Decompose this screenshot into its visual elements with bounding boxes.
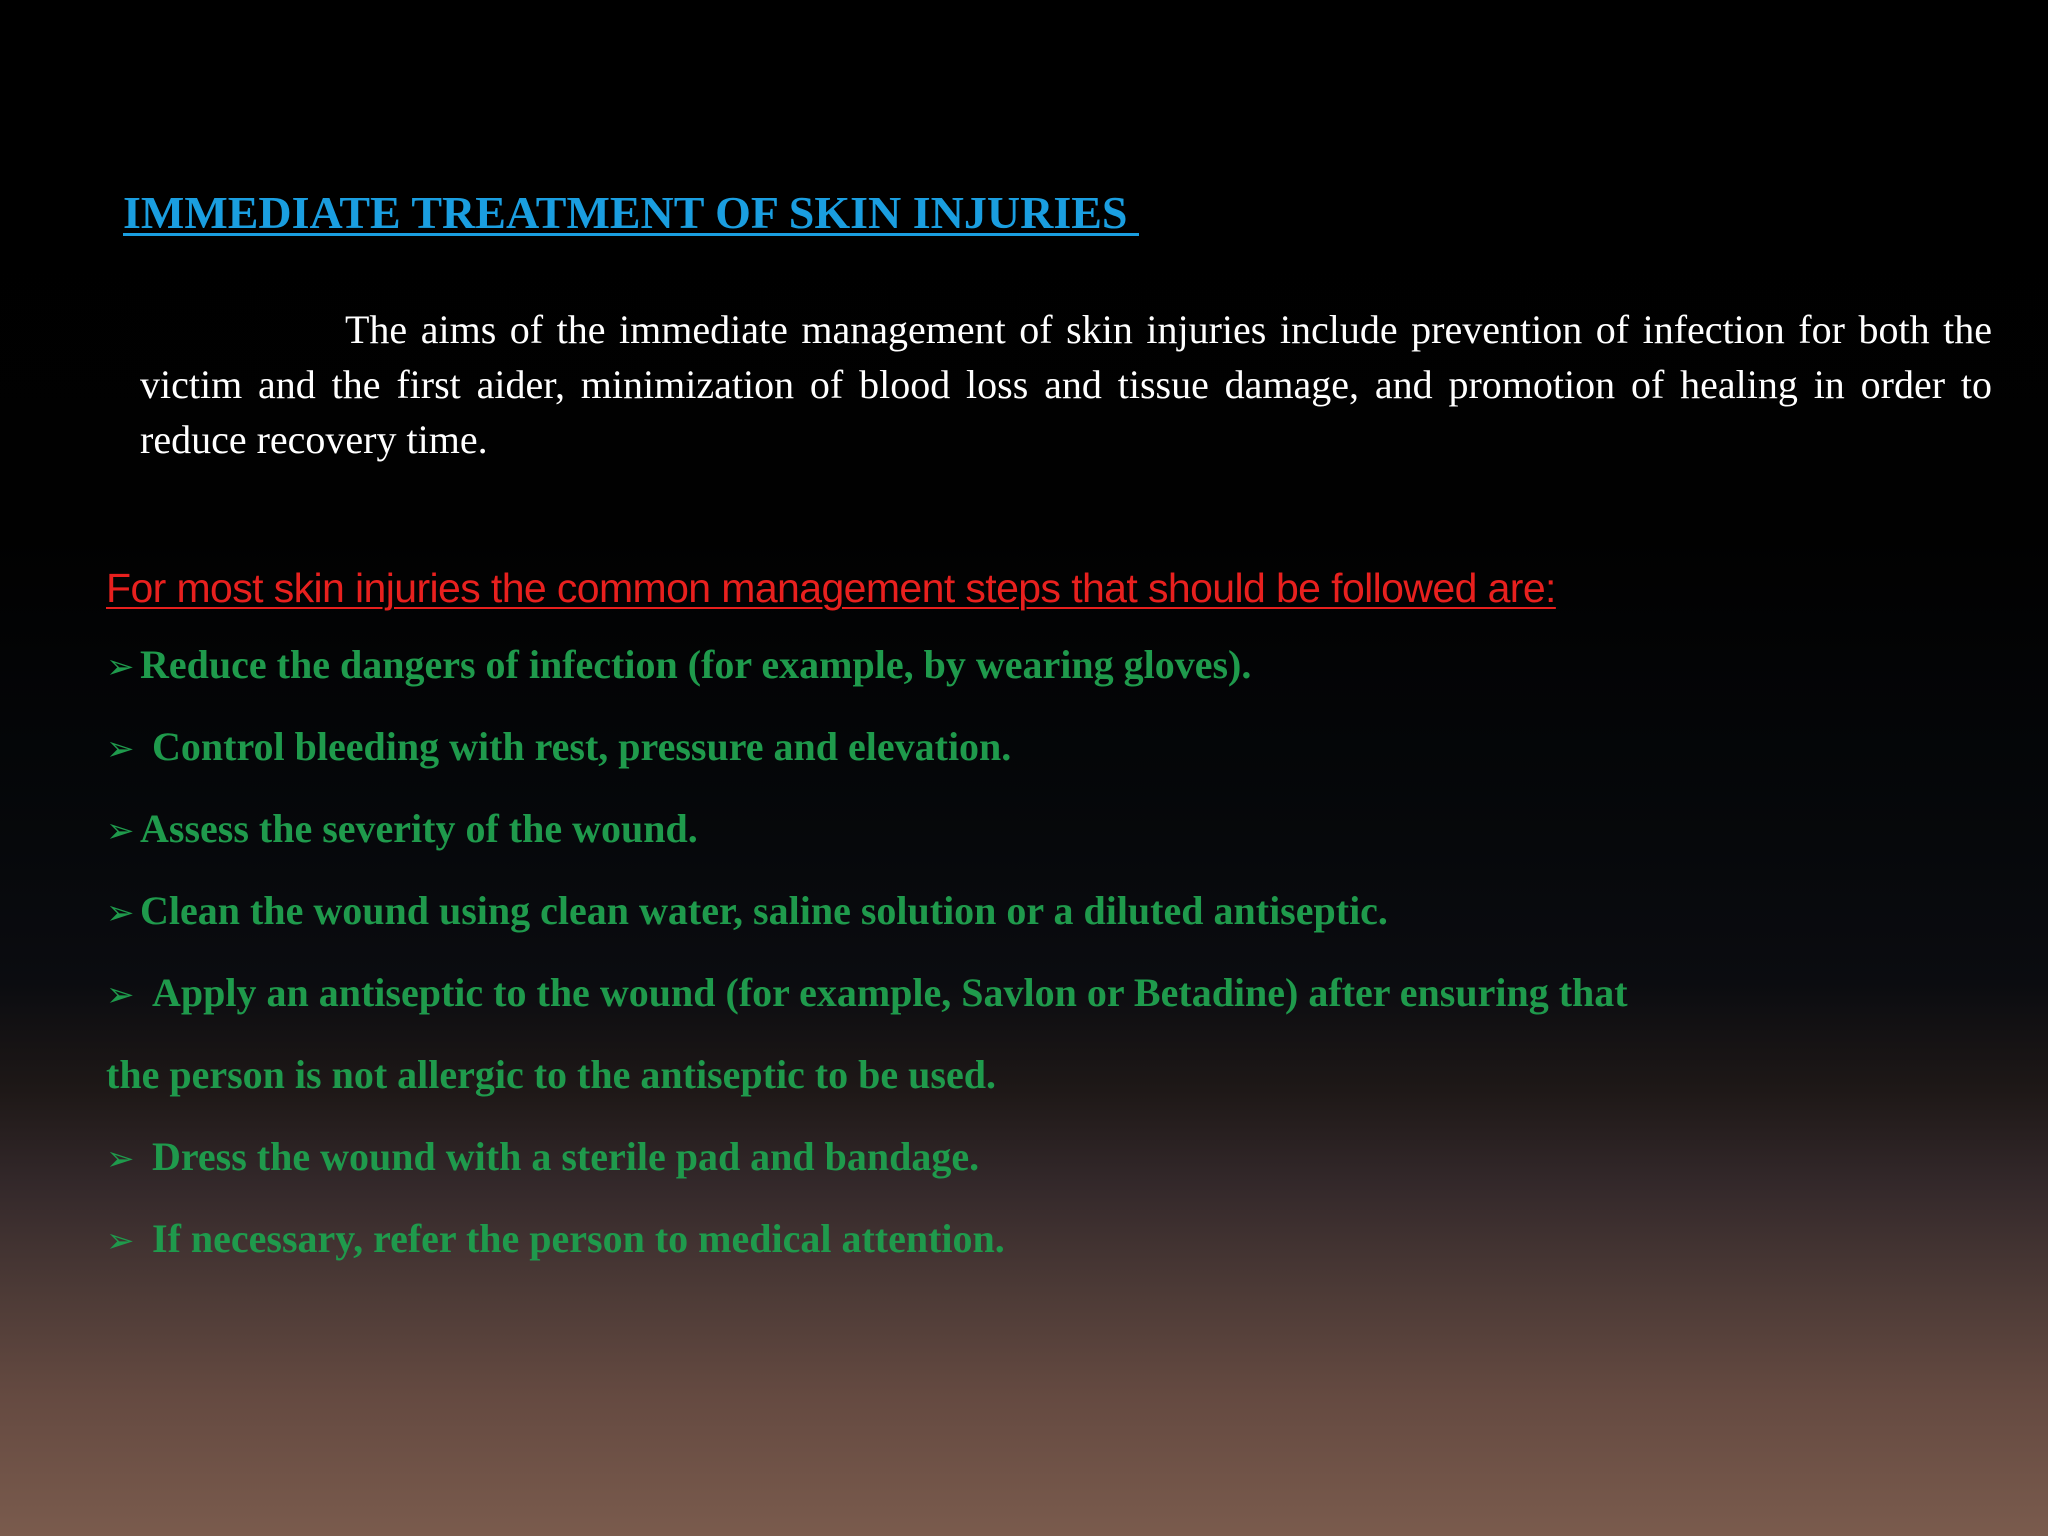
arrow-bullet-icon: ➢ — [106, 1139, 135, 1179]
intro-paragraph: The aims of the immediate management of skin injuries include prevention of infection for both the victim and the first aider, minimization of blood loss and tissue damage, and promotion of healing in order to reduce recovery time. — [140, 307, 1992, 462]
list-item — [106, 880, 2006, 962]
step-text: Assess the severity of the wound. — [140, 806, 698, 851]
steps-heading: For most skin injuries the common management steps that should be followed are: — [106, 565, 1556, 611]
list-item — [106, 1126, 2006, 1208]
step-text: Reduce the dangers of infection (for example, by wearing gloves). — [140, 642, 1252, 687]
arrow-bullet-icon: ➢ — [106, 975, 135, 1015]
step-text: the person is not allergic to the antiseptic to be used. — [106, 1052, 996, 1097]
slide-title: IMMEDIATE TREATMENT OF SKIN INJURIES — [123, 187, 1139, 238]
step-text: Control bleeding with rest, pressure and elevation. — [152, 724, 1012, 769]
list-item-continuation — [106, 1044, 2006, 1126]
arrow-bullet-icon: ➢ — [106, 811, 135, 851]
list-item — [106, 716, 2006, 798]
list-item — [106, 1208, 2006, 1290]
arrow-bullet-icon: ➢ — [106, 893, 135, 933]
step-text: If necessary, refer the person to medical attention. — [152, 1216, 1005, 1261]
step-text: Apply an antiseptic to the wound (for example, Savlon or Betadine) after ensuring that — [152, 970, 1628, 1015]
arrow-bullet-icon: ➢ — [106, 1221, 135, 1261]
arrow-bullet-icon: ➢ — [106, 729, 135, 769]
step-text: Dress the wound with a sterile pad and bandage. — [152, 1134, 980, 1179]
list-item — [106, 962, 2006, 1044]
arrow-bullet-icon: ➢ — [106, 647, 135, 687]
management-steps-list — [106, 634, 2006, 1290]
list-item — [106, 798, 2006, 880]
step-text: Clean the wound using clean water, saline solution or a diluted antiseptic. — [140, 888, 1388, 933]
list-item — [106, 634, 2006, 716]
